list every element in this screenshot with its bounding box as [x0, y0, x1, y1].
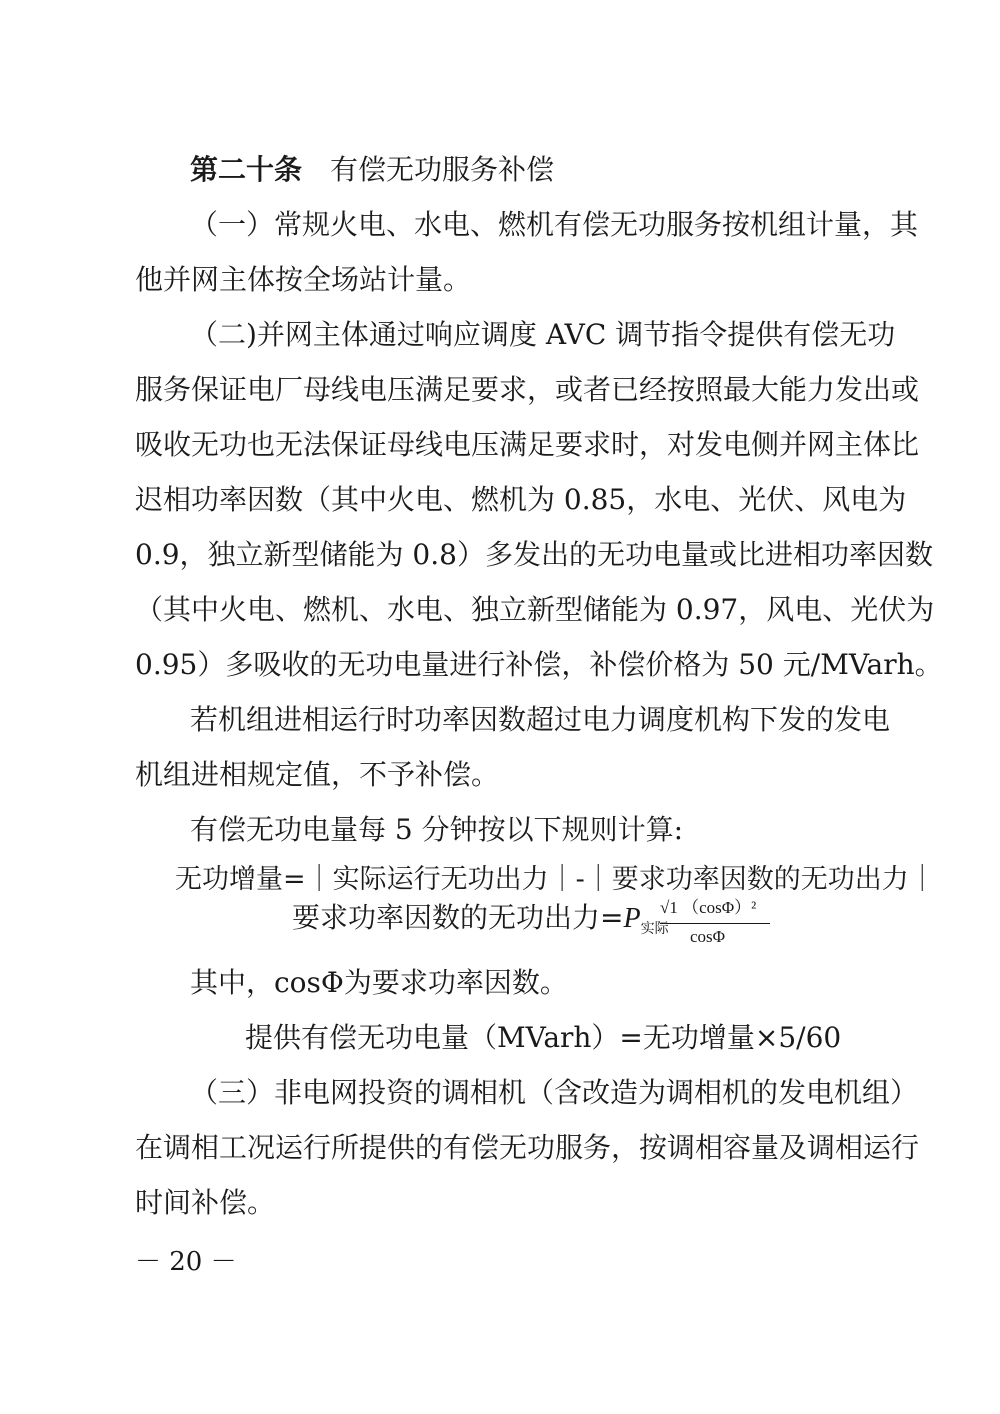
para2-line5: 0.9，独立新型储能为 0.8）多发出的无功电量或比进相功率因数: [135, 538, 933, 571]
para2-line7: 0.95）多吸收的无功电量进行补偿，补偿价格为 50 元/MVarh。: [135, 648, 943, 681]
article-title: 有偿无功服务补偿: [330, 153, 555, 186]
formula2-p-subscript: 实际: [640, 921, 669, 937]
para4-line3: 时间补偿。: [135, 1186, 276, 1219]
para2-line1: （二)并网主体通过响应调度 AVC 调节指令提供有偿无功: [190, 318, 896, 351]
article-label: 第二十条: [190, 153, 303, 186]
formula-required-reactive-output: [292, 898, 669, 949]
formula2-lhs: 要求功率因数的无功出力=: [292, 901, 624, 934]
para4-line2: 在调相工况运行所提供的有偿无功服务，按调相容量及调相运行: [135, 1131, 920, 1164]
para2-line4: 迟相功率因数（其中火电、燃机为 0.85，水电、光伏、风电为: [135, 483, 907, 516]
formula2-numerator: √1 （cosΦ）²: [660, 898, 757, 917]
para2-line2: 服务保证电厂母线电压满足要求，或者已经按照最大能力发出或: [135, 373, 920, 406]
para1-line2: 他并网主体按全场站计量。: [135, 263, 472, 296]
where-note: 其中，cosΦ为要求功率因数。: [190, 966, 568, 999]
para3-line2: 机组进相规定值，不予补偿。: [135, 758, 500, 791]
rule-intro: 有偿无功电量每 5 分钟按以下规则计算:: [190, 813, 684, 846]
formula2-p-symbol: P: [623, 903, 641, 934]
para4-line1: （三）非电网投资的调相机（含改造为调相机的发电机组）: [190, 1076, 919, 1109]
formula2-fraction: [660, 893, 775, 953]
article-heading: [190, 150, 1000, 190]
formula2-denominator: cosΦ: [690, 927, 726, 946]
para2-line3: 吸收无功也无法保证母线电压满足要求时，对发电侧并网主体比: [135, 428, 920, 461]
fraction-bar: [660, 923, 770, 924]
para1-line1: （一）常规火电、水电、燃机有偿无功服务按机组计量，其: [190, 208, 919, 241]
formula-reactive-increment: 无功增量=｜实际运行无功出力｜-｜要求功率因数的无功出力｜: [175, 864, 936, 895]
para2-line6: （其中火电、燃机、水电、独立新型储能为 0.97，风电、光伏为: [135, 593, 935, 626]
formula-paid-reactive-energy: 提供有偿无功电量（MVarh）=无功增量×5/60: [245, 1021, 842, 1054]
page-number: － 20 －: [135, 1247, 237, 1277]
para3-line1: 若机组进相运行时功率因数超过电力调度机构下发的发电: [190, 703, 891, 736]
